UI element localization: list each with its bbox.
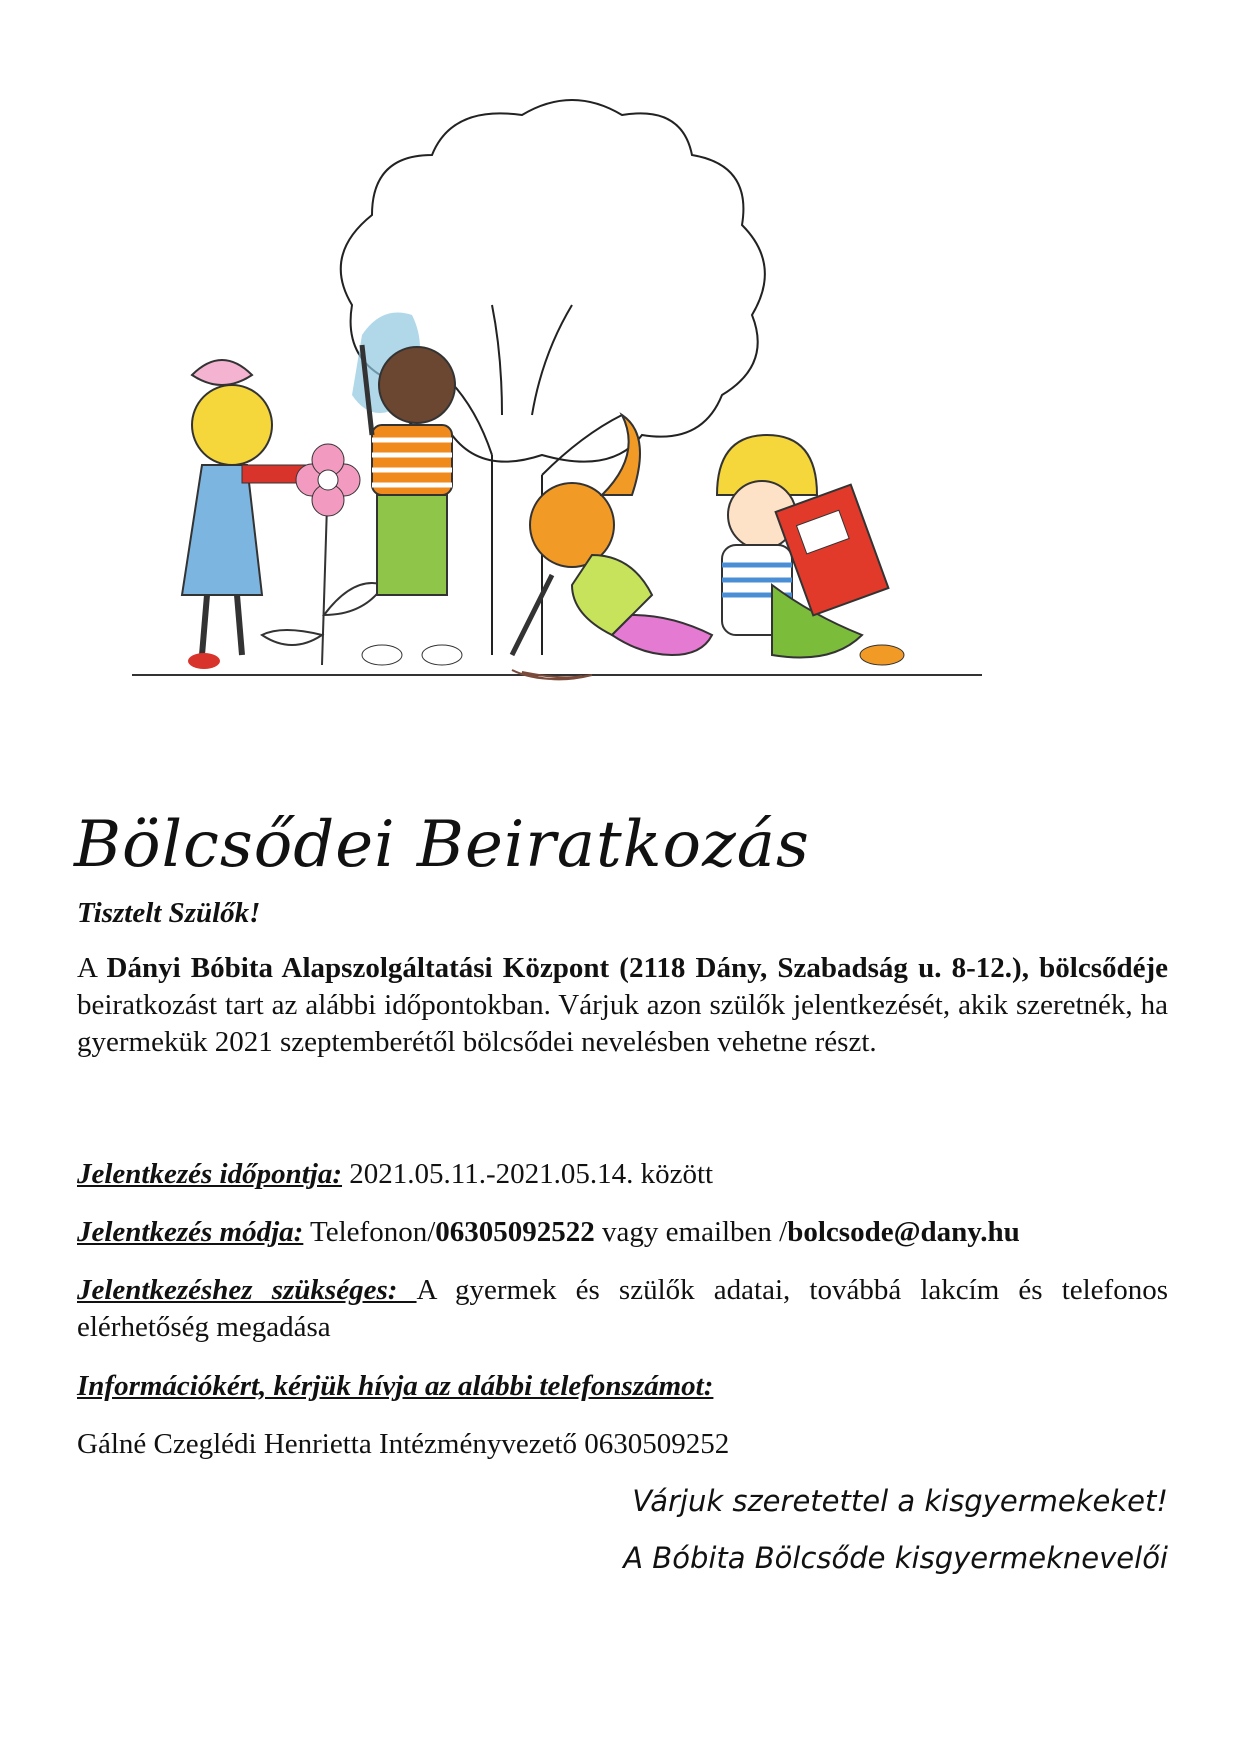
- children-drawing-tree-illustration: [72, 55, 1012, 715]
- email-address[interactable]: bolcsode@dany.hu: [787, 1216, 1020, 1248]
- intro-rest: beiratkozást tart az alábbi időpontokban. Várjuk azon szülők jelentkezését, akik szeretnék, ha gyermekük 2021 szeptemberétől bölcsődei nevelésben vehetne részt.: [77, 989, 1168, 1058]
- intro-paragraph: [77, 950, 1168, 1061]
- intro-prefix: A: [77, 952, 107, 984]
- date-row: [77, 1156, 1168, 1193]
- method-label: Jelentkezés módja:: [77, 1216, 304, 1248]
- contact-line: [77, 1426, 1168, 1463]
- greeting-text: Tisztelt Szülők!: [77, 897, 261, 929]
- date-label: Jelentkezés időpontja:: [77, 1158, 343, 1190]
- required-row: [77, 1272, 1168, 1346]
- info-heading-row: [77, 1368, 1168, 1405]
- boy-reading-book: [717, 435, 904, 665]
- intro-unit: bölcsődéje: [1039, 952, 1169, 984]
- method-text2: vagy emailben /: [594, 1216, 788, 1248]
- closing-line-1: Várjuk szeretettel a kisgyermekeket!: [632, 1484, 1168, 1518]
- required-label: Jelentkezéshez szükséges:: [77, 1274, 417, 1306]
- girl-with-bow: [182, 360, 312, 669]
- closing-signature: A Bóbita Bölcsőde kisgyermeknevelői: [623, 1541, 1168, 1575]
- contact-text: Gálné Czeglédi Henrietta Intézményvezető 0630509252: [77, 1428, 730, 1460]
- page-title: Bölcsődei Beiratkozás: [74, 808, 810, 882]
- info-heading: Információkért, kérjük hívja az alábbi telefonszámot:: [77, 1370, 714, 1402]
- phone-number: 06305092522: [435, 1216, 595, 1248]
- required-value: A gyermek és szülők adatai, továbbá lakcím és telefonos elérhetőség megadása: [77, 1274, 1168, 1343]
- intro-org: Dányi Bóbita Alapszolgáltatási Központ (2118 Dány, Szabadság u. 8-12.),: [106, 952, 1029, 984]
- method-row: [77, 1214, 1168, 1251]
- greeting: [77, 895, 1168, 932]
- date-value: 2021.05.11.-2021.05.14. között: [342, 1158, 714, 1190]
- method-text1: Telefonon/: [303, 1216, 436, 1248]
